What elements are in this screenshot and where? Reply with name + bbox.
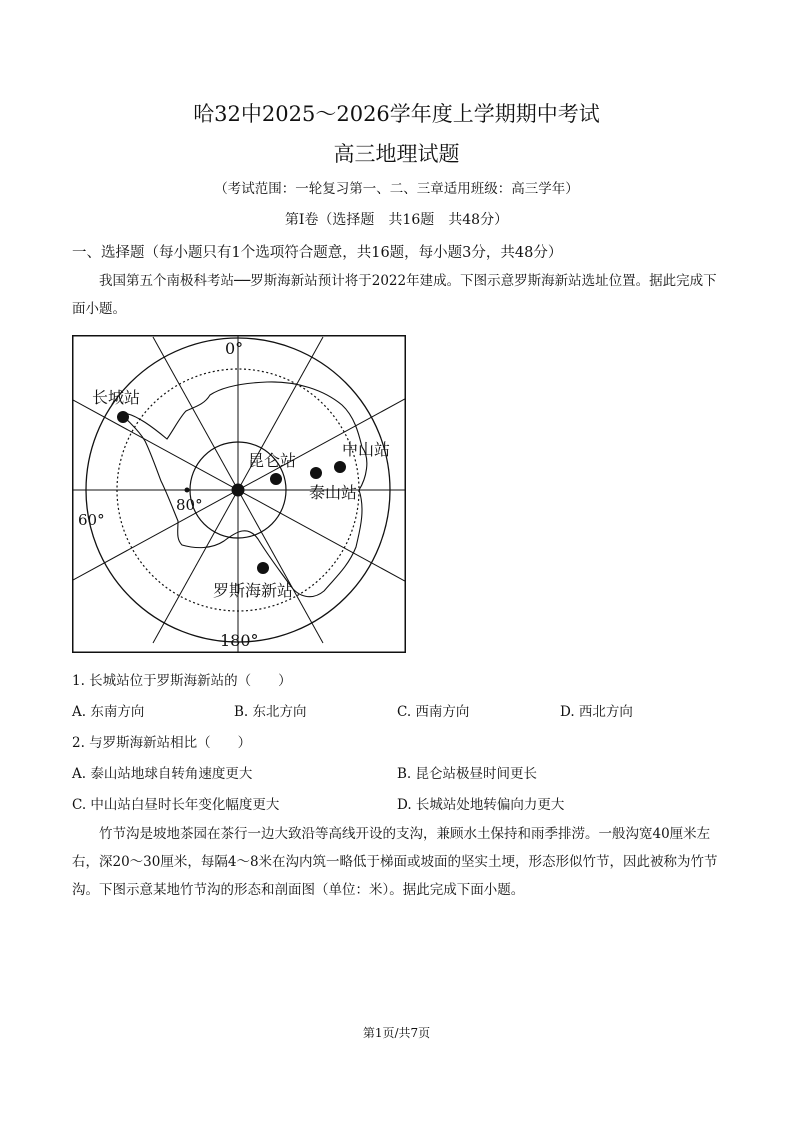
- zhongshan-station-dot: [334, 461, 346, 473]
- taishan-station-dot: [310, 467, 322, 479]
- exam-subtitle: 高三地理试题: [333, 142, 460, 166]
- label-180-degree: 180°: [220, 631, 259, 650]
- label-0-degree: 0°: [225, 339, 244, 358]
- label-80-degree: 80°: [176, 496, 203, 514]
- label-60-degree: 60°: [78, 511, 105, 529]
- rossnew-station-dot: [257, 562, 269, 574]
- kunlun-station-dot: [270, 473, 282, 485]
- question-2-option-d[interactable]: D. 长城站处地转偏向力更大: [397, 797, 565, 813]
- south-pole-dot: [232, 484, 245, 497]
- passage-1: 我国第五个南极科考站──罗斯海新站预计将于2022年建成。下图示意罗斯海新站选址位置。据此完成下面小题。: [72, 273, 717, 317]
- volume-heading: 第Ⅰ卷（选择题 共16题 共48分）: [284, 212, 509, 228]
- antarctic-map: [72, 335, 406, 653]
- question-2-stem: 2. 与罗斯海新站相比（ ）: [72, 735, 252, 751]
- section-heading: 一、选择题（每小题只有1个选项符合题意，共16题，每小题3分，共48分）: [72, 245, 563, 261]
- question-2-option-b[interactable]: B. 昆仑站极昼时间更长: [397, 766, 538, 782]
- question-1-option-a[interactable]: A. 东南方向: [72, 704, 145, 720]
- zhongshan-station-label: 中山站: [342, 440, 391, 459]
- question-1-option-c[interactable]: C. 西南方向: [397, 704, 470, 720]
- rossnew-station-label: 罗斯海新站: [213, 581, 294, 600]
- exam-scope: （考试范围：一轮复习第一、二、三章适用班级：高三学年）: [214, 181, 579, 197]
- passage-2: 竹节沟是坡地茶园在茶行一边大致沿等高线开设的支沟，兼顾水土保持和雨季排涝。一般沟宽40厘米左右，深20～30厘米，每隔4～8米在沟内筑一略低于梯面或坡面的坚实土埂，形态形似竹节，因此被称为竹节沟。下图示意某地竹节沟的形态和剖面图（单位：米）。据此完成下面小题。: [72, 826, 718, 898]
- question-2-option-a[interactable]: A. 泰山站地球自转角速度更大: [72, 766, 253, 782]
- kunlun-station-label: 昆仑站: [248, 451, 297, 470]
- question-2-option-c[interactable]: C. 中山站白昼时长年变化幅度更大: [72, 797, 280, 813]
- changcheng-station-label: 长城站: [92, 388, 141, 407]
- question-1-option-d[interactable]: D. 西北方向: [560, 704, 633, 720]
- lat80-meridian-dot: [185, 488, 190, 493]
- changcheng-station-dot: [117, 411, 129, 423]
- exam-title: 哈32中2025～2026学年度上学期期中考试: [193, 102, 600, 126]
- question-1-stem: 1. 长城站位于罗斯海新站的（ ）: [72, 673, 292, 689]
- page-footer: 第1页/共7页: [362, 1026, 431, 1040]
- question-1-option-b[interactable]: B. 东北方向: [234, 704, 307, 720]
- taishan-station-label: 泰山站: [309, 483, 358, 502]
